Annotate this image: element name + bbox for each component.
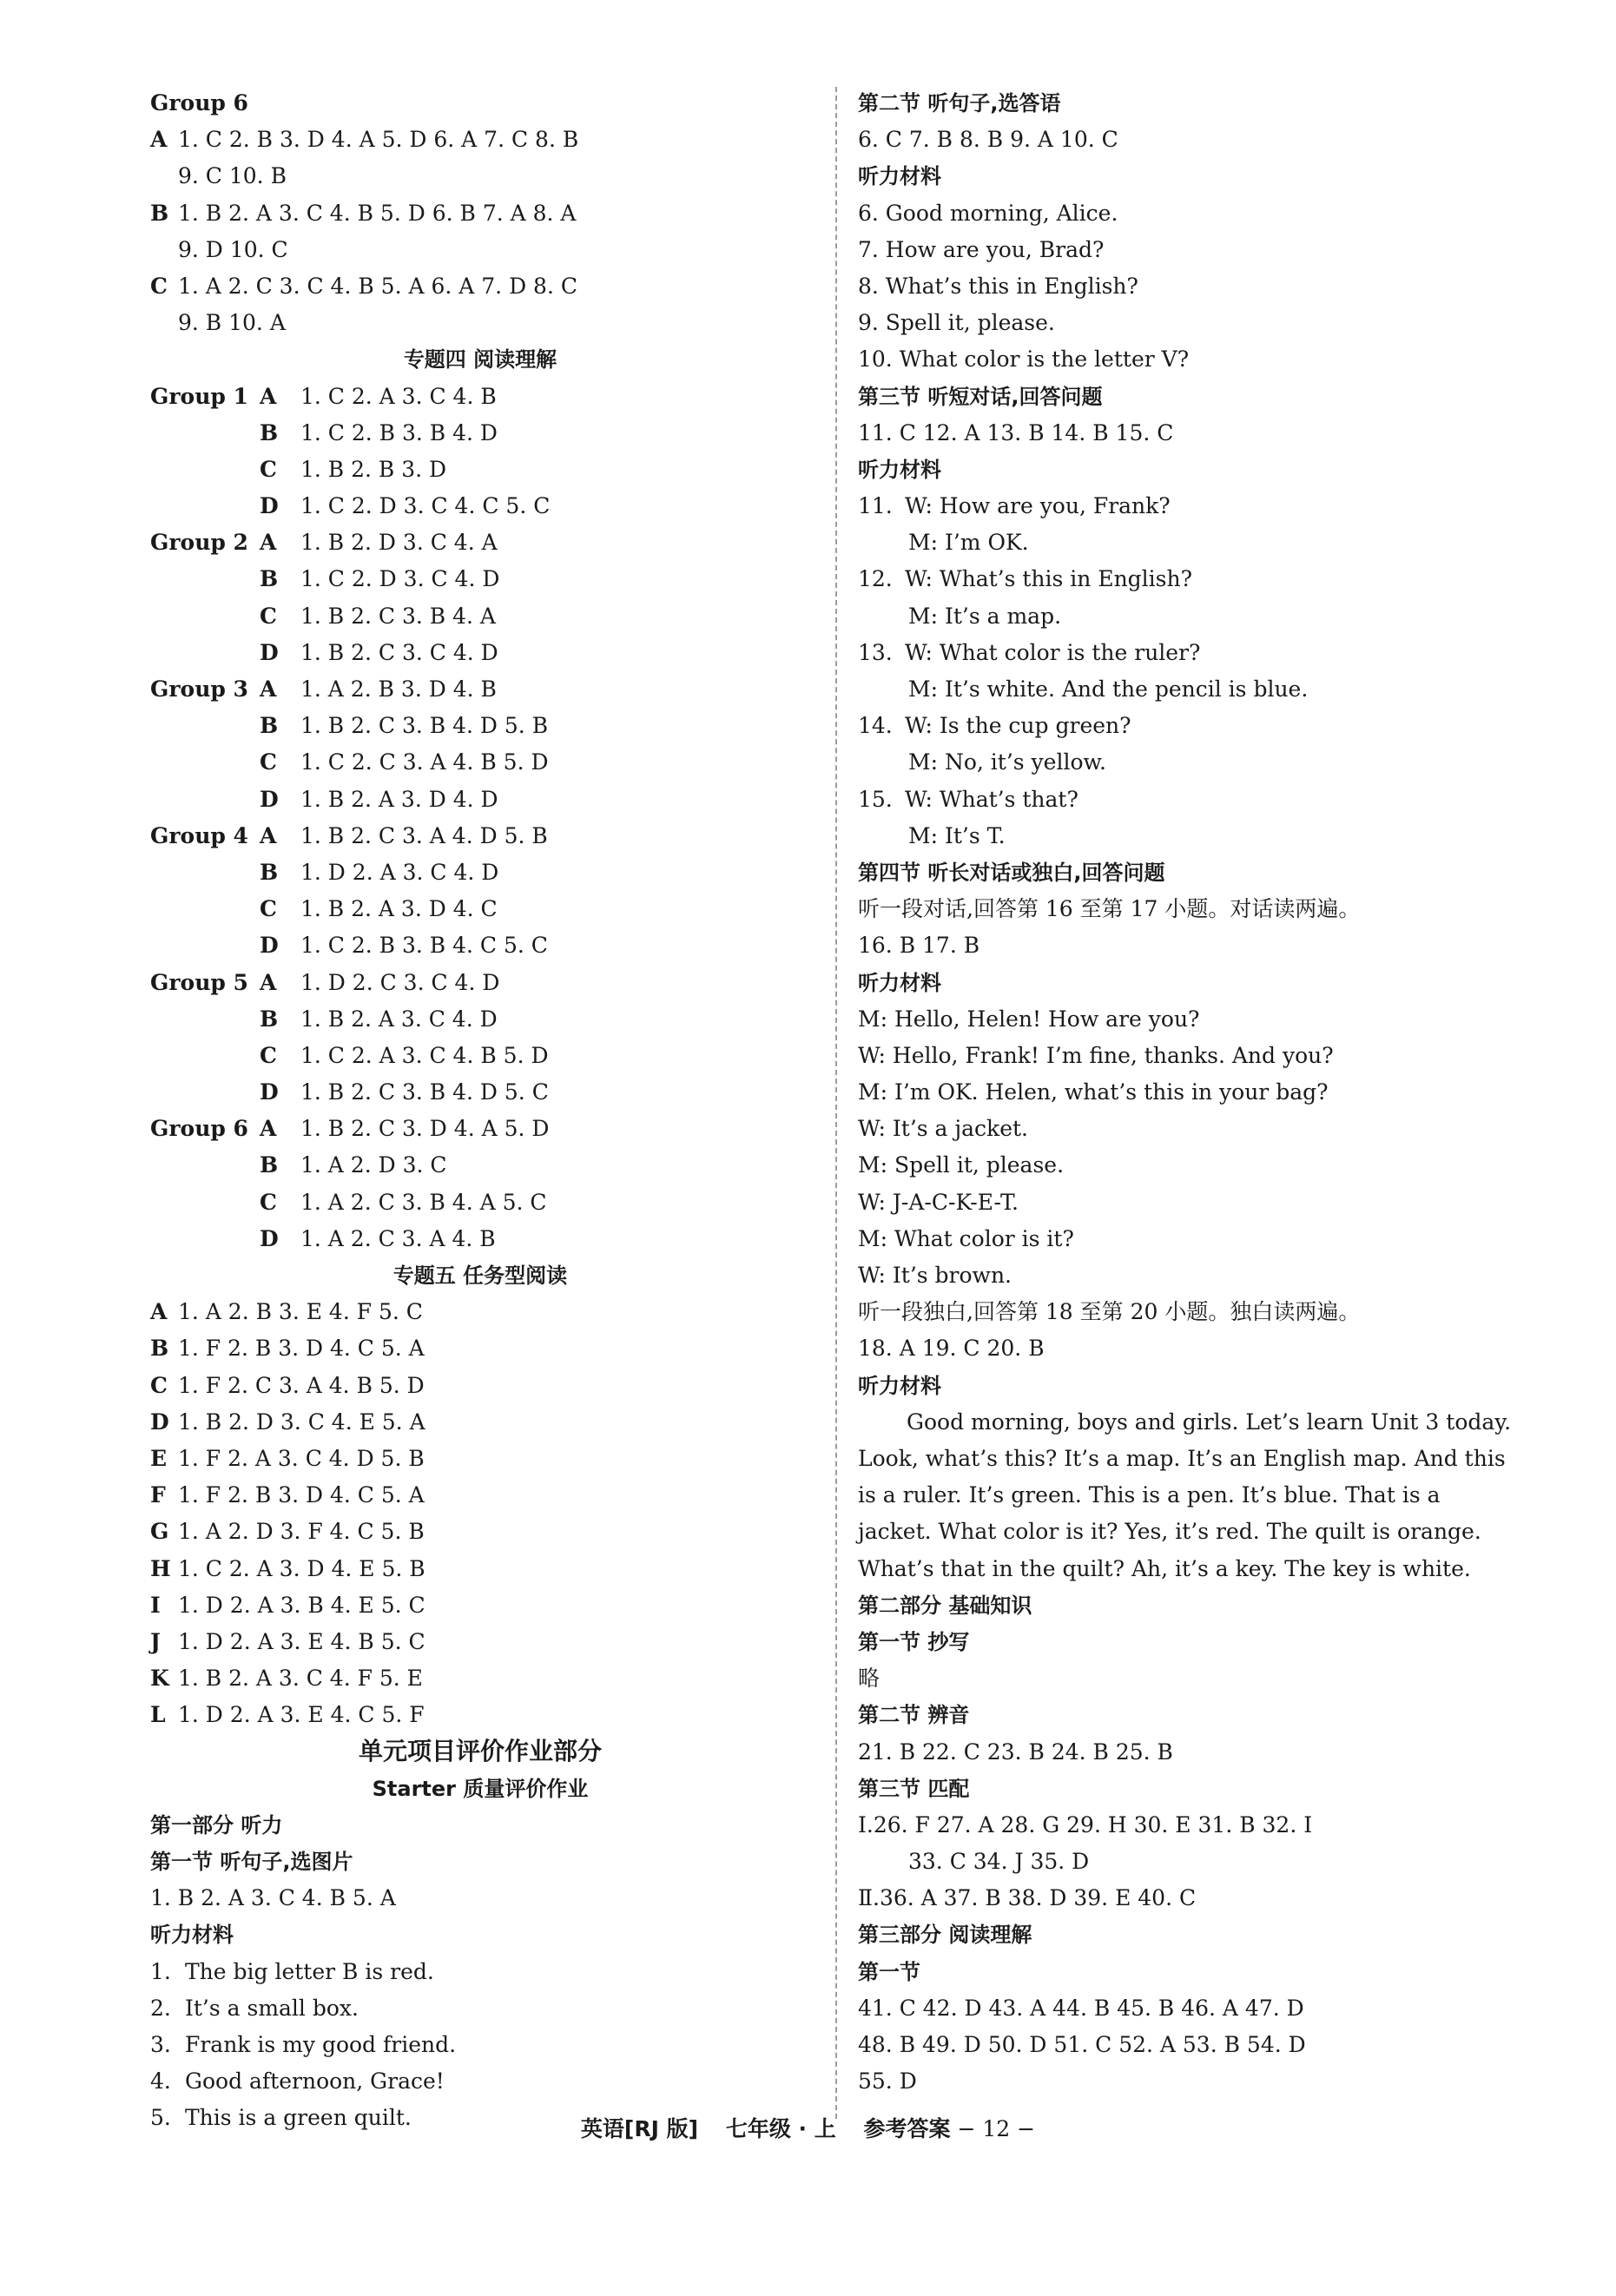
answer-text: 1. B 2. C 3. B 4. D 5. C [300,1079,549,1105]
group-row [150,708,810,744]
answer-row [150,232,810,268]
group-label: Group 1 [150,383,248,409]
dialogue-line-m: M: It’s T. [908,822,1006,848]
answer-row: 48. B 49. D 50. D 51. C 52. A 53. B 54. D [858,2032,1306,2058]
dialogue-line-w [858,561,1518,597]
answer-row [150,1624,810,1660]
answer-label: J [150,1628,161,1654]
answer-text: 1. F 2. B 3. D 4. C 5. A [178,1336,425,1362]
material-line: 7. How are you, Brad? [858,236,1105,262]
right-column [858,85,1518,2100]
p2-section3-answers [858,1807,1518,1917]
answer-label: B [260,419,279,445]
answer-text: 1. B 2. D 3. C 4. E 5. A [178,1409,425,1435]
part1-heading: 第一部分 听力 [150,1812,283,1837]
group-label: Group 6 [150,1116,248,1142]
material-line [150,2063,810,2100]
answer-label: F [150,1482,166,1508]
answer-text: 1. B 2. A 3. D 4. D [300,786,498,812]
answer-text: 1. D 2. A 3. E 4. C 5. F [178,1702,425,1728]
answer-row [150,122,810,158]
p2-section2-answers: 21. B 22. C 23. B 24. B 25. B [858,1738,1173,1765]
group-label: Group 5 [150,969,248,995]
answer-text: 1. A 2. B 3. D 4. B [300,676,497,702]
group-row [150,561,810,597]
answer-label: D [260,639,279,665]
speaker-line: W: What color is the ruler? [905,639,1201,665]
material-line [150,1990,810,2027]
dialogue-line-m: M: It’s white. And the pencil is blue. [908,676,1309,702]
answer-text: 1. A 2. D 3. F 4. C 5. B [178,1519,425,1545]
answer-label: D [260,933,279,959]
answer-text: 1. A 2. C 3. A 4. B [300,1225,496,1251]
answer-row [150,1330,810,1367]
group-label: Group 4 [150,822,248,848]
group-label: Group 3 [150,676,248,702]
item-number: 14. [858,713,893,739]
answer-label: C [260,1189,277,1215]
group-row [150,965,810,1001]
answer-label: D [260,493,279,519]
answer-label: A [260,383,277,409]
dialogue-line: W: J-A-C-K-E-T. [858,1189,1019,1215]
answer-label: B [260,1152,279,1178]
speaker-line: W: What’s that? [905,786,1078,812]
answer-text: 1. B 2. C 3. A 4. D 5. B [300,822,548,848]
dialogue-line-w [858,488,1518,525]
answer-label: B [260,566,279,592]
listening-material-label: 听力材料 [150,1923,234,1948]
answer-label: B [150,200,169,226]
answer-label: D [260,1225,279,1251]
answer-label: C [150,1372,168,1398]
dialogue-line-m: M: No, it’s yellow. [908,749,1106,775]
group-row [150,927,810,964]
listening-material-label: 听力材料 [858,970,941,995]
dialogue-line: M: Hello, Helen! How are you? [858,1006,1200,1032]
answer-label: B [260,713,279,739]
group-row [150,854,810,891]
answer-text: 1. C 2. A 3. C 4. B 5. D [300,1042,549,1068]
answer-row: Ⅱ.36. A 37. B 38. D 39. E 40. C [858,1885,1197,1911]
answer-label: D [260,1079,279,1105]
group6-answers [150,122,810,341]
task-reading-answers [150,1294,810,1733]
material-line: 10. What color is the letter V? [858,346,1190,373]
answer-text: 1. C 2. C 3. A 4. B 5. D [300,749,549,775]
dialogue-line: W: It’s brown. [858,1263,1012,1288]
group-label: Group 2 [150,530,248,556]
answer-text: 1. D 2. C 3. C 4. D [300,969,500,995]
speaker-line: W: What’s this in English? [905,566,1193,592]
section1-material [150,1954,810,2137]
answer-text: 1. B 2. A 3. D 4. C [300,896,498,922]
answer-text: 9. B 10. A [178,310,286,336]
answer-text: 1. B 2. D 3. C 4. A [300,530,498,556]
answer-label: G [150,1519,169,1545]
item-number: 1. [150,1958,171,1984]
answer-text: 1. A 2. B 3. E 4. F 5. C [178,1299,423,1325]
group-row [150,782,810,818]
answer-text: 1. A 2. C 3. C 4. B 5. A 6. A 7. D 8. C [178,273,577,299]
section4-answers-dialogue: 16. B 17. B [858,933,980,959]
section4-intro-monologue: 听一段独白,回答第 18 至第 20 小题。独白读两遍。 [858,1299,1361,1325]
dialogue-line-m: M: I’m OK. [908,530,1029,556]
group-row [150,671,810,708]
answer-row [150,1551,810,1587]
speaker-line: W: Is the cup green? [905,713,1131,739]
item-number: 12. [858,566,893,592]
item-text: It’s a small box. [185,1995,359,2021]
section3-material [858,488,1518,854]
section3-answers: 11. C 12. A 13. B 14. B 15. C [858,419,1174,445]
starter-title: Starter 质量评价作业 [372,1776,589,1801]
section3-heading: 第三节 听短对话,回答问题 [858,384,1103,409]
dialogue-line: W: Hello, Frank! I’m fine, thanks. And you? [858,1042,1334,1068]
group-row [150,1001,810,1038]
section2-material [858,195,1518,379]
dialogue-line-m: M: It’s a map. [908,603,1062,629]
answer-text: 1. B 2. C 3. B 4. A [300,603,496,629]
material-line: 6. Good morning, Alice. [858,200,1118,226]
group-row [150,1221,810,1257]
item-number: 2. [150,1995,171,2021]
item-text: The big letter B is red. [185,1958,434,1984]
answer-label: E [150,1445,168,1471]
section2-heading: 第二节 听句子,选答语 [858,91,1061,115]
reading-groups [150,379,810,1258]
answer-text: 1. B 2. B 3. D [300,456,447,482]
answer-row [150,305,810,341]
p2-section1-heading: 第一节 抄写 [858,1629,970,1654]
answer-label: K [150,1666,169,1692]
answer-row [150,158,810,195]
answer-text: 9. D 10. C [178,236,288,262]
part2-heading: 第二部分 基础知识 [858,1593,1032,1618]
answer-label: A [260,969,277,995]
answer-row: 33. C 34. J 35. D [908,1849,1090,1875]
answer-label: B [260,859,279,885]
group-row [150,525,810,561]
item-number: 3. [150,2031,171,2057]
group-row [150,818,810,854]
answer-label: C [260,456,277,482]
answer-label: A [260,530,277,556]
group-row [150,1038,810,1074]
dialogue-line: M: Spell it, please. [858,1152,1065,1178]
material-line: 9. Spell it, please. [858,310,1055,336]
answer-row [150,268,810,305]
answer-text: 1. C 2. B 3. B 4. D [300,419,498,445]
group-row [150,744,810,781]
answer-text: 1. B 2. A 3. C 4. D [300,1006,498,1032]
answer-row [150,1368,810,1404]
answer-row [150,1477,810,1514]
answer-label: C [260,603,277,629]
answer-text: 1. C 2. B 3. D 4. A 5. D 6. A 7. C 8. B [178,127,579,153]
answer-row [150,1697,810,1733]
listening-material-label: 听力材料 [858,457,941,482]
answer-label: A [150,127,168,153]
section4-heading: 第四节 听长对话或独白,回答问题 [858,860,1165,885]
dialogue-line: M: I’m OK. Helen, what’s this in your bag? [858,1079,1329,1105]
answer-text: 1. C 2. A 3. C 4. B [300,383,497,409]
group-row [150,452,810,488]
item-number: 15. [858,786,893,812]
group-row [150,488,810,525]
dialogue-line-w [858,635,1518,671]
item-number: 13. [858,639,893,665]
answer-label: H [150,1555,171,1581]
answer-text: 1. D 2. A 3. B 4. E 5. C [178,1592,425,1618]
page-footer [0,2112,1616,2143]
material-line: 8. What’s this in English? [858,273,1138,299]
answer-text: 1. F 2. B 3. D 4. C 5. A [178,1482,425,1508]
answer-row [150,1404,810,1441]
answer-row [150,1294,810,1330]
part3-heading: 第三部分 阅读理解 [858,1923,1032,1948]
answer-text: 1. B 2. C 3. C 4. D [300,639,498,665]
answer-text: 1. C 2. B 3. B 4. C 5. C [300,933,548,959]
answer-row [150,1587,810,1624]
answer-label: C [150,273,168,299]
group-row [150,379,810,415]
answer-text: 1. B 2. C 3. D 4. A 5. D [300,1116,550,1142]
answer-label: B [260,1006,279,1032]
section4-answers-monologue: 18. A 19. C 20. B [858,1336,1045,1362]
answer-text: 1. B 2. A 3. C 4. B 5. D 6. B 7. A 8. A [178,200,577,226]
answer-row [150,1514,810,1550]
item-number: 11. [858,493,893,519]
group-row [150,891,810,927]
section4-intro-dialogue: 听一段对话,回答第 16 至第 17 小题。对话读两遍。 [858,896,1361,922]
answer-text: 1. D 2. A 3. E 4. B 5. C [178,1628,425,1654]
answer-text: 1. A 2. C 3. B 4. A 5. C [300,1189,547,1215]
unit-title: 单元项目评价作业部分 [358,1737,602,1766]
group6-title: Group 6 [150,90,248,115]
item-number: 5. [150,2105,171,2131]
footer-grade: 七年级 · 上 [725,2116,836,2141]
listening-material-label: 听力材料 [858,1373,941,1398]
answer-row: 55. D [858,2068,917,2095]
section1-heading: 第一节 听句子,选图片 [150,1850,353,1874]
group-row [150,1147,810,1184]
answer-text: 1. F 2. C 3. A 4. B 5. D [178,1372,425,1398]
listening-material-label: 听力材料 [858,164,941,189]
answer-label: A [260,676,277,702]
group-row [150,598,810,635]
p2-section3-heading: 第三节 匹配 [858,1776,970,1801]
p2-section1-answer: 略 [858,1666,881,1692]
answer-text: 1. F 2. A 3. C 4. D 5. B [178,1445,425,1471]
answer-row [150,1660,810,1697]
item-text: Good afternoon, Grace! [185,2068,445,2095]
answer-label: D [150,1409,169,1435]
group-row [150,635,810,671]
section2-answers: 6. C 7. B 8. B 9. A 10. C [858,127,1118,153]
answer-text: 1. C 2. D 3. C 4. D [300,566,500,592]
answer-row: Ⅰ.26. F 27. A 28. G 29. H 30. E 31. B 32. I [858,1811,1313,1837]
answer-label: L [150,1702,166,1728]
answer-label: I [150,1592,161,1618]
p3-section1-heading: 第一节 [858,1959,920,1984]
answer-text: 1. C 2. A 3. D 4. E 5. B [178,1555,425,1581]
group-row [150,415,810,452]
section1-answers: 1. B 2. A 3. C 4. B 5. A [150,1885,396,1911]
dialogue-material [858,1001,1518,1295]
topic4-title: 专题四 阅读理解 [403,347,557,373]
answer-row [150,1441,810,1477]
answer-label: C [260,896,277,922]
group-row [150,1074,810,1111]
dialogue-line-w [858,708,1518,744]
answer-row [150,195,810,232]
monologue-text: Good morning, boys and girls. Let’s learn Unit 3 today. Look, what’s this? It’s a map. It’s an English map. And this is a ruler. It’s green. This is a pen. It’s blue. That is a jacket. What color is it? Yes, it’s red. The quilt is orange. What’s that in the quilt? Ah, it’s a key. The key is white. [858,1409,1512,1581]
answer-label: A [260,822,277,848]
footer-subject: 英语[RJ 版] [580,2116,699,2141]
answer-text: 1. D 2. A 3. C 4. D [300,859,499,885]
item-text: Frank is my good friend. [185,2031,457,2057]
speaker-line: W: How are you, Frank? [905,493,1171,519]
answer-label: D [260,786,279,812]
answer-text: 1. A 2. D 3. C [300,1152,447,1178]
left-column [150,85,810,2137]
answer-row: 41. C 42. D 43. A 44. B 45. B 46. A 47. D [858,1995,1304,2021]
answer-label: A [260,1116,277,1142]
dialogue-line: W: It’s a jacket. [858,1116,1028,1142]
footer-section: 参考答案 [863,2116,951,2141]
answer-text: 1. B 2. A 3. C 4. F 5. E [178,1666,423,1692]
item-number: 4. [150,2068,171,2095]
p2-section2-heading: 第二节 辨音 [858,1703,970,1728]
answer-label: C [260,1042,277,1068]
group-row [150,1184,810,1221]
topic5-title: 专题五 任务型阅读 [392,1263,568,1288]
material-line [150,2027,810,2063]
answer-text: 1. C 2. D 3. C 4. C 5. C [300,493,551,519]
column-divider [835,87,837,2119]
p3-section1-answers [858,1990,1518,2101]
answer-label: C [260,749,277,775]
footer-page-number: − 12 − [957,2116,1036,2141]
group-row [150,1111,810,1147]
answer-label: B [150,1336,169,1362]
dialogue-line: M: What color is it? [858,1225,1074,1251]
dialogue-line-w [858,782,1518,818]
item-text: This is a green quilt. [185,2105,412,2131]
material-line [150,1954,810,1990]
answer-text: 9. C 10. B [178,163,287,189]
answer-label: A [150,1299,168,1325]
answer-text: 1. B 2. C 3. B 4. D 5. B [300,713,549,739]
